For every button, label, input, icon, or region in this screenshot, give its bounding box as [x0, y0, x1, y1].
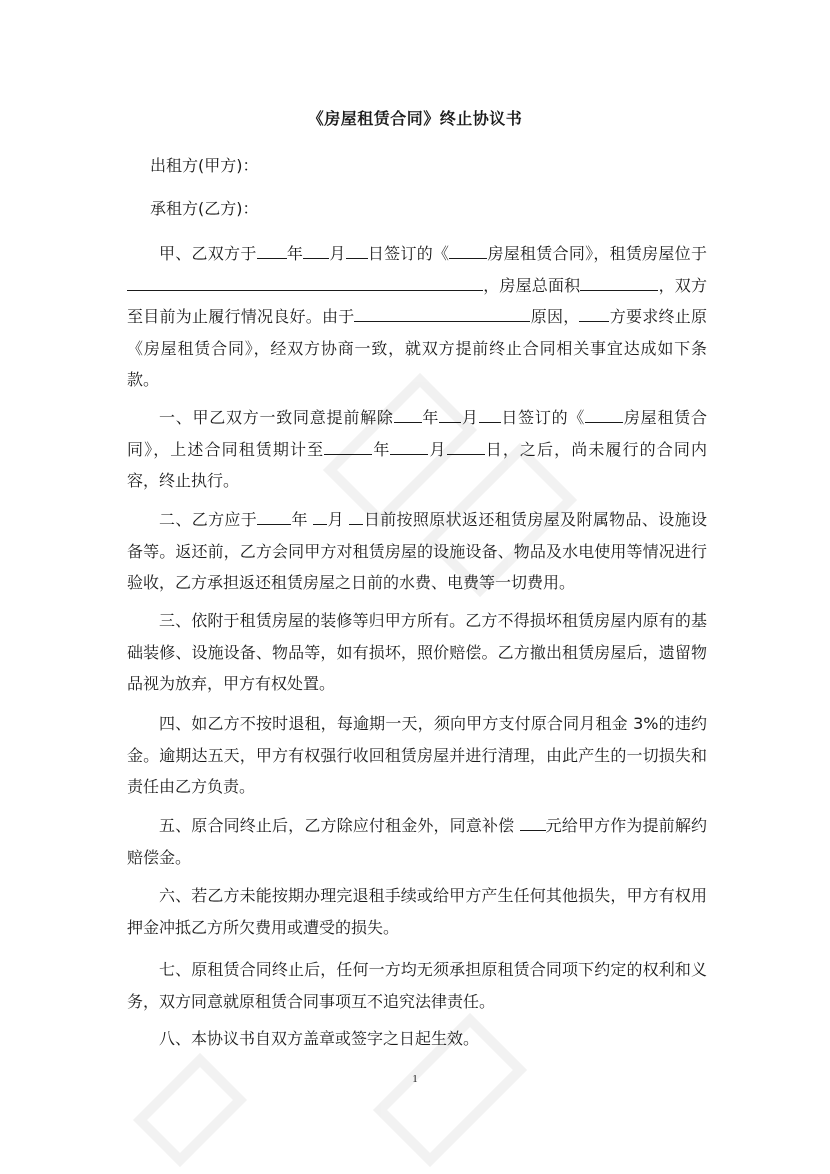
lessor-label: 出租方(甲方)： [150, 156, 259, 175]
clause-2: 二、乙方应于 年 月 日前按照原状返还租赁房屋及附属物品、设施设备等。返还前，乙方会同甲方对租赁房屋的设施设备、物品及水电使用等情况进行验收，乙方承担返还租赁房屋之日前的水费、电费等一切费用。 [127, 510, 707, 592]
blank-year[interactable] [394, 406, 422, 423]
clause-8: 八、本协议书自双方盖章或签字之日起生效。 [159, 1029, 480, 1048]
blank-month[interactable] [313, 508, 327, 525]
blank-address[interactable] [127, 274, 483, 291]
blank-compensation[interactable] [520, 814, 546, 831]
blank-area[interactable] [580, 274, 658, 291]
blank-reason[interactable] [354, 305, 530, 322]
intro-paragraph: 甲、乙双方于 年 月 日签订的《 房屋租赁合同》，租赁房屋位于，房屋总面积 ，双方至目前为止履行情况良好。由于 原因， 方要求终止原《房屋租赁合同》，经双方协商一致，就双方提前终止合同相关事宜达成如下条款。 [127, 244, 707, 389]
blank-day[interactable] [346, 242, 368, 259]
blank-contract-name[interactable] [585, 406, 623, 423]
blank-month[interactable] [439, 406, 461, 423]
clause-4: 四、如乙方不按时退租，每逾期一天，须向甲方支付原合同月租金 3%的违约金。逾期达五天，甲方有权强行收回租赁房屋并进行清理，由此产生的一切损失和责任由乙方负责。 [127, 714, 707, 796]
blank-year[interactable] [324, 438, 372, 455]
blank-day[interactable] [349, 508, 363, 525]
blank-day[interactable] [447, 438, 485, 455]
lessee-label: 承租方(乙方)： [150, 199, 259, 218]
page-number: 1 [412, 1073, 418, 1085]
blank-month[interactable] [390, 438, 428, 455]
blank-year[interactable] [257, 242, 287, 259]
clause-5: 五、原合同终止后，乙方除应付租金外，同意补偿 元给甲方作为提前解约赔偿金。 [127, 816, 707, 867]
clause-7: 七、原租赁合同终止后，任何一方均无须承担原租赁合同项下约定的权利和义务，双方同意就原租赁合同事项互不追究法律责任。 [127, 960, 707, 1011]
clause-1: 一、甲乙双方一致同意提前解除 年 月 日签订的《 房屋租赁合同》，上述合同租赁期计至 年 月 日，之后，尚未履行的合同内容，终止执行。 [127, 408, 707, 490]
blank-year[interactable] [257, 508, 291, 525]
blank-party[interactable] [579, 305, 609, 322]
blank-month[interactable] [303, 242, 329, 259]
clause-6: 六、若乙方未能按期办理完退租手续或给甲方产生任何其他损失，甲方有权用押金冲抵乙方所欠费用或遭受的损失。 [127, 886, 707, 937]
blank-contract-name[interactable] [449, 242, 487, 259]
document-title: 《房屋租赁合同》终止协议书 [307, 109, 523, 128]
blank-day[interactable] [479, 406, 501, 423]
clause-3: 三、依附于租赁房屋的装修等归甲方所有。乙方不得损坏租赁房屋内原有的基础装修、设施设备、物品等，如有损坏，照价赔偿。乙方撤出租赁房屋后，遗留物品视为放弃，甲方有权处置。 [127, 611, 707, 693]
